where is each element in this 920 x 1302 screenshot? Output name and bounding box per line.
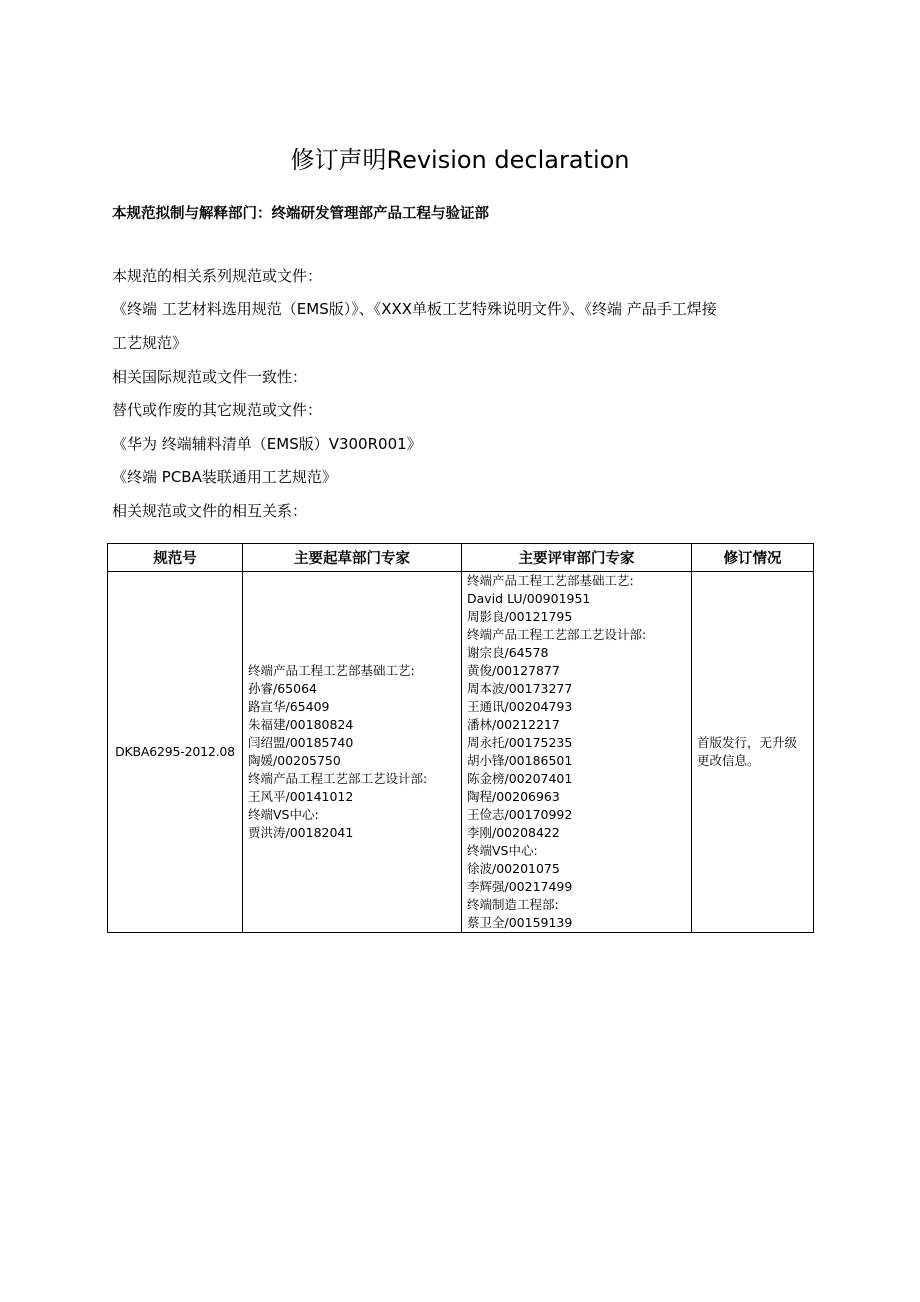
reviewer-line: 终端VS中心:	[467, 843, 538, 858]
drafter-line: 闫绍盟/00185740	[248, 735, 354, 750]
table-row	[108, 572, 814, 933]
related-docs-label: 本规范的相关系列规范或文件：	[112, 267, 323, 285]
reviewer-line: 胡小锋/00186501	[467, 753, 573, 768]
drafting-department: 本规范拟制与解释部门：终端研发管理部产品工程与验证部	[112, 206, 489, 222]
reviewer-line: 陶程/00206963	[467, 789, 560, 804]
drafter-line: 朱福建/00180824	[248, 717, 354, 732]
revision-status-cell: 首版发行，无升级更改信息。	[692, 572, 814, 933]
reviewer-line: 周永托/00175235	[467, 735, 573, 750]
reviewers-cell	[462, 572, 692, 933]
reviewer-line: 蔡卫全/00159139	[467, 915, 573, 930]
reviewer-line: 陈金榜/00207401	[467, 771, 573, 786]
drafter-line: 路宣华/65409	[248, 699, 330, 714]
reviewer-line: 终端制造工程部:	[467, 897, 559, 912]
header-drafting-experts: 主要起草部门专家	[243, 544, 462, 572]
reviewer-line: 徐波/00201075	[467, 861, 560, 876]
header-spec-code: 规范号	[108, 544, 243, 572]
header-review-experts: 主要评审部门专家	[462, 544, 692, 572]
revision-table	[107, 543, 814, 933]
reviewer-line: 黄俊/00127877	[467, 663, 560, 678]
drafter-line: 王风平/00141012	[248, 789, 354, 804]
reviewer-line: 终端产品工程工艺部基础工艺:	[467, 573, 634, 588]
drafters-cell	[243, 572, 462, 933]
reviewer-line: 王俭志/00170992	[467, 807, 573, 822]
drafter-line: 终端产品工程工艺部工艺设计部:	[248, 771, 428, 786]
related-docs-list: 《终端 工艺材料选用规范（EMS版）》、《XXX单板工艺特殊说明文件》、《终端 产品手工焊接	[112, 300, 717, 318]
drafter-line: 终端产品工程工艺部基础工艺:	[248, 663, 415, 678]
related-docs-list-cont: 工艺规范》	[112, 334, 188, 352]
drafter-line: 陶媛/00205750	[248, 753, 341, 768]
relationship-label: 相关规范或文件的相互关系：	[112, 502, 308, 520]
replaced-doc-2: 《终端 PCBA装联通用工艺规范》	[112, 468, 337, 486]
replaced-docs-label: 替代或作废的其它规范或文件：	[112, 401, 323, 419]
reviewer-line: David LU/00901951	[467, 591, 591, 606]
reviewer-line: 王通讯/00204793	[467, 699, 573, 714]
reviewer-line: 周影良/00121795	[467, 609, 573, 624]
intl-consistency-label: 相关国际规范或文件一致性：	[112, 368, 308, 386]
page-title: 修订声明Revision declaration	[290, 146, 630, 174]
header-revision-status: 修订情况	[692, 544, 814, 572]
reviewer-line: 谢宗良/64578	[467, 645, 549, 660]
reviewer-line: 周本波/00173277	[467, 681, 573, 696]
reviewer-line: 潘林/00212217	[467, 717, 560, 732]
drafter-line: 终端VS中心:	[248, 807, 319, 822]
drafter-line: 贾洪涛/00182041	[248, 825, 354, 840]
spec-code-cell: DKBA6295-2012.08	[108, 572, 243, 933]
reviewer-line: 终端产品工程工艺部工艺设计部:	[467, 627, 647, 642]
reviewer-line: 李辉强/00217499	[467, 879, 573, 894]
drafter-line: 孙睿/65064	[248, 681, 317, 696]
table-header-row	[108, 544, 814, 572]
reviewer-line: 李刚/00208422	[467, 825, 560, 840]
replaced-doc-1: 《华为 终端辅料清单（EMS版）V300R001》	[112, 435, 422, 453]
